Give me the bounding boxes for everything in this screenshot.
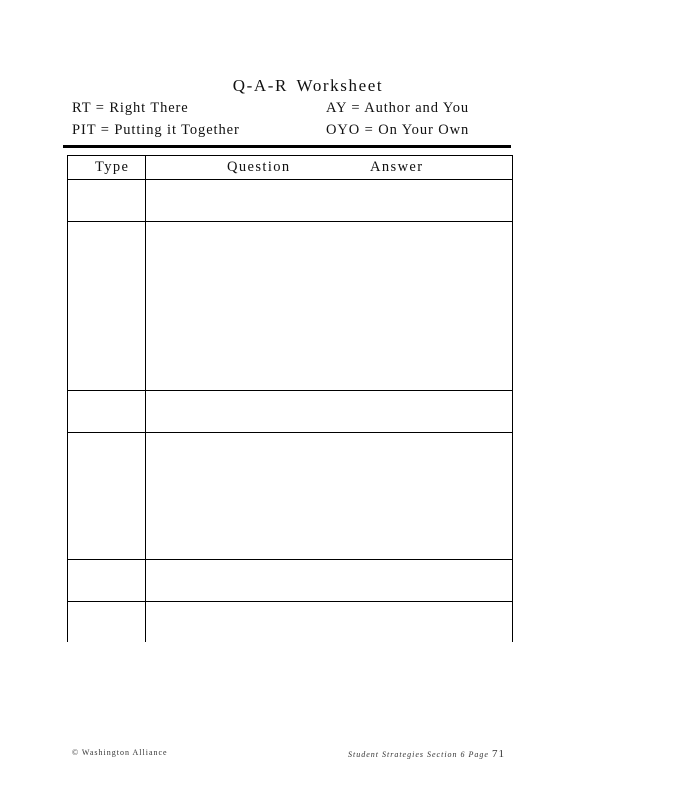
row-line-2 bbox=[68, 390, 512, 391]
row-line-3 bbox=[68, 432, 512, 433]
qar-table bbox=[67, 155, 513, 642]
column-header-answer: Answer bbox=[370, 159, 424, 175]
header-row-line bbox=[68, 179, 512, 180]
type-column-divider bbox=[145, 156, 146, 642]
column-header-question: Question bbox=[227, 159, 291, 175]
footer-page-info bbox=[348, 748, 505, 760]
worksheet-title: Q-A-R Worksheet bbox=[232, 76, 384, 95]
legend-on-your-own: OYO = On Your Own bbox=[326, 122, 470, 138]
column-header-type: Type bbox=[95, 159, 130, 175]
footer-page-number: 71 bbox=[491, 748, 505, 760]
row-line-1 bbox=[68, 221, 512, 222]
row-line-4 bbox=[68, 559, 512, 560]
footer-section-label: Student Strategies Section 6 Page bbox=[348, 750, 489, 759]
legend-author-and-you: AY = Author and You bbox=[326, 100, 470, 116]
footer-copyright: © Washington Alliance bbox=[72, 748, 168, 757]
row-line-5 bbox=[68, 601, 512, 602]
header-divider-rule bbox=[63, 145, 511, 148]
legend-right-there: RT = Right There bbox=[72, 100, 189, 116]
legend-putting-it-together: PIT = Putting it Together bbox=[72, 122, 240, 138]
